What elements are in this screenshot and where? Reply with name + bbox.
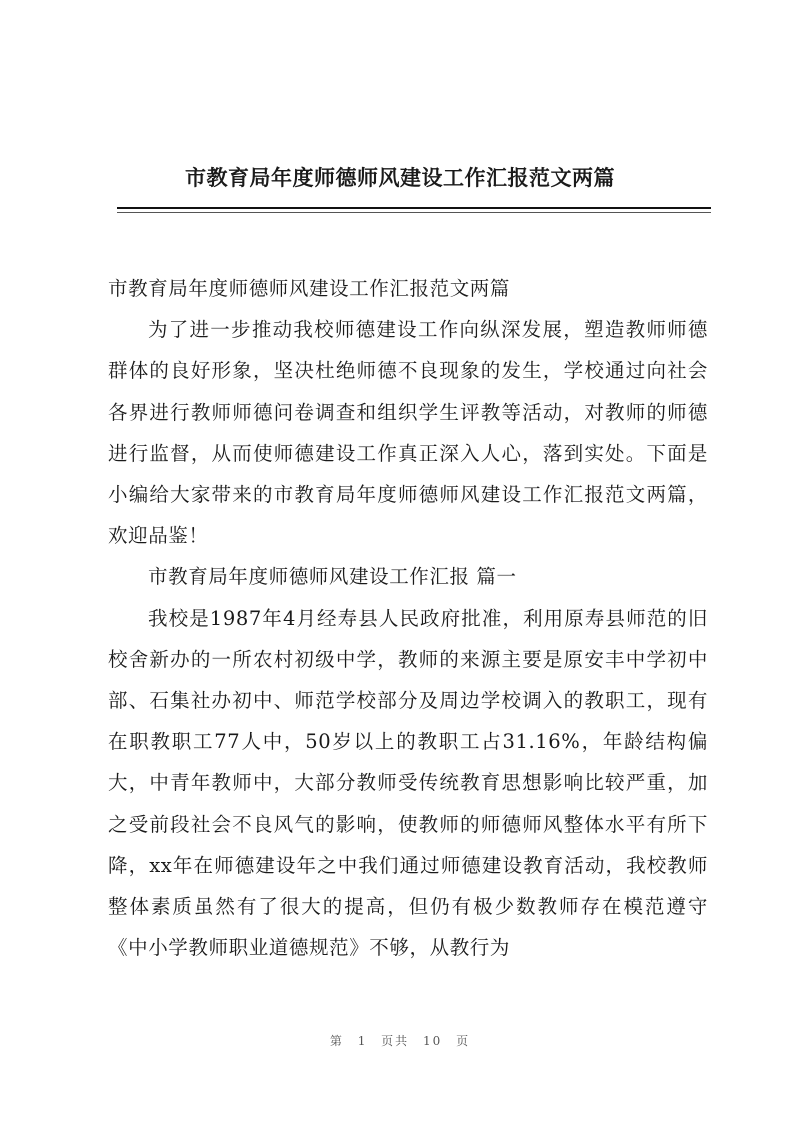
title-divider-thin bbox=[117, 212, 711, 213]
section-heading: 市教育局年度师德师风建设工作汇报 篇一 bbox=[148, 565, 517, 589]
footer-prefix: 第 bbox=[329, 1034, 344, 1048]
footer-suffix: 页 bbox=[456, 1034, 471, 1048]
footer-middle: 页共 bbox=[381, 1034, 410, 1048]
body-paragraph: 我校是1987年4月经寿县人民政府批准，利用原寿县师范的旧校舍新办的一所农村初级中学，教师的来源主要是原安丰中学初中部、石集社办初中、师范学校部分及周边学校调入的教职工，现有在职教职工77人中，50岁以上的教职工占31.16%，年龄结构偏大，中青年教师中，大部分教师受传统教育思想影响比较严重，加之受前段社会不良风气的影响，使教师的师德师风整体水平有所下降，xx年在师德建设年之中我们通过师德建设教育活动，我校教师整体素质虽然有了很大的提高，但仍有极少数教师存在模范遵守《中小学教师职业道德规范》不够，从教行为 bbox=[108, 606, 708, 960]
page-footer bbox=[0, 1032, 800, 1049]
title-divider bbox=[117, 207, 711, 209]
footer-total-pages: 10 bbox=[423, 1034, 443, 1048]
document-title: 市教育局年度师德师风建设工作汇报范文两篇 bbox=[185, 165, 615, 190]
footer-current-page: 1 bbox=[357, 1034, 368, 1048]
body-heading: 市教育局年度师德师风建设工作汇报范文两篇 bbox=[108, 277, 511, 300]
intro-paragraph: 为了进一步推动我校师德建设工作向纵深发展，塑造教师师德群体的良好形象，坚决杜绝师德不良现象的发生，学校通过向社会各界进行教师师德问卷调查和组织学生评教等活动，对教师的师德进行监督，从而使师德建设工作真正深入人心，落到实处。下面是小编给大家带来的市教育局年度师德师风建设工作汇报范文两篇，欢迎品鉴！ bbox=[108, 318, 708, 548]
document-body bbox=[108, 268, 708, 968]
